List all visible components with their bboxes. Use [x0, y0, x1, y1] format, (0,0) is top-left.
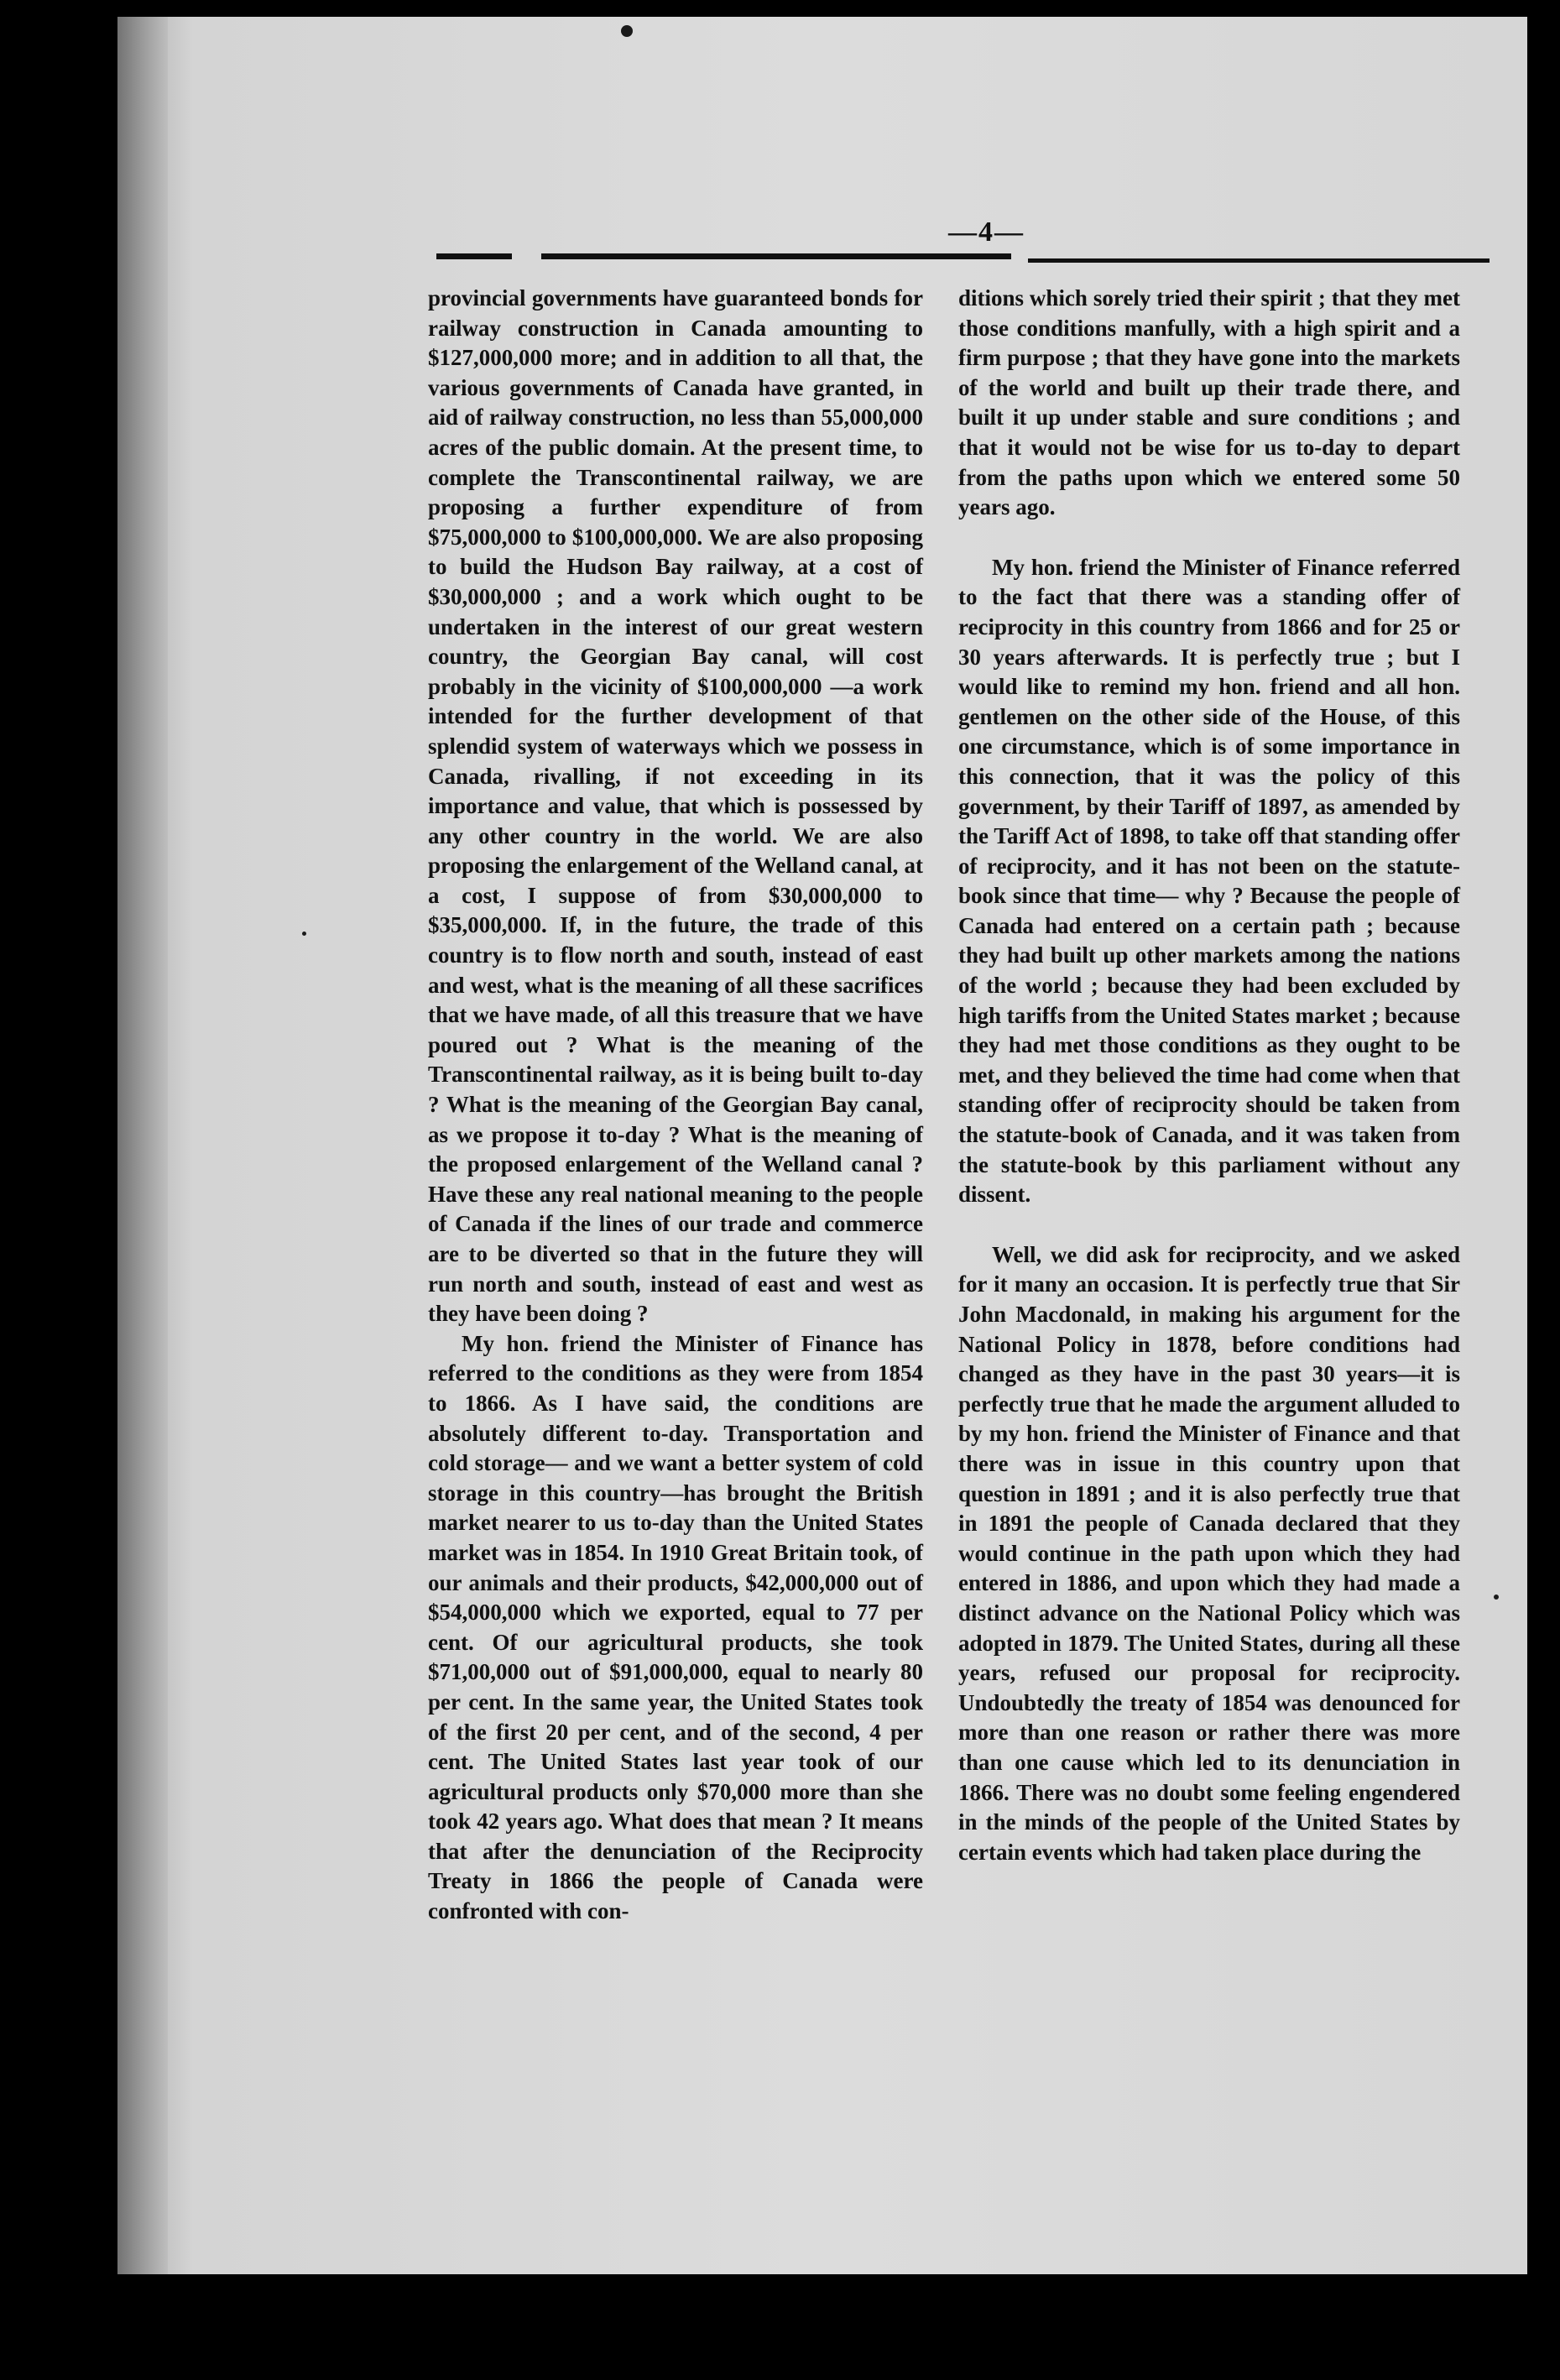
page-number: —4— [948, 217, 1025, 248]
scanned-page [117, 17, 1527, 2274]
paragraph: My hon. friend the Minister of Finance referred to the fact that there was a standing offer of reciprocity in this country from 1866 and for 25 or 30 years afterwards. It is perfectly true ; but I would like to remind my hon. friend and all hon. gentlemen on the other side of the House, of this one circumstance, which is of some importance in this connection, that it was the policy of this government, by their Tariff of 1897, as amended by the Tariff Act of 1898, to take off that standing offer of reciprocity, and it has not been on the statute-book since that time— why ? Because the people of Canada had entered on a certain path ; because they had built up other markets among the nations of the world ; because they had been excluded by high tariffs from the United States market ; because they had met those conditions as they ought to be met, and they believed the time had come when that standing offer of reciprocity should be taken from the statute-book of Canada, and it was taken from the statute-book by this parliament without any dissent. [958, 554, 1460, 1208]
scan-speck [1494, 1594, 1499, 1600]
header-rule-left [541, 253, 1011, 259]
left-column [428, 284, 923, 1927]
paragraph: ditions which sorely tried their spirit ; that they met those conditions manfully, with a high spirit and a firm purpose ; that they have gone into the markets of the world and built up their trade there, and built it up under stable and sure conditions ; and that it would not be wise for us to-day to depart from the paths upon which we entered some 50 years ago. [958, 285, 1460, 520]
scan-speck [302, 932, 306, 936]
right-column [958, 284, 1460, 1867]
header-rule-short [436, 253, 512, 259]
paragraph: Well, we did ask for reciprocity, and we asked for it many an occasion. It is perfectly true that Sir John Macdonald, in making his argument for the National Policy in 1878, before conditions had changed as they have in the past 30 years—it is perfectly true that he made the argument alluded to by my hon. friend the Minister of Finance and that there was in issue in this country upon that question in 1891 ; and it is also perfectly true that in 1891 the people of Canada declared that they would continue in the path upon which they had entered in 1886, and upon which they had made a distinct advance on the National Policy which was adopted in 1879. The United States, during all these years, refused our proposal for reciprocity. Undoubtedly the treaty of 1854 was denounced for more than one reason or rather there was more than one cause which led to its denunciation in 1866. There was no doubt some feeling engendered in the minds of the people of the United States by certain events which had taken place during the [958, 1241, 1460, 1865]
paragraph: provincial governments have guaranteed bonds for railway construction in Canada amounting to $127,000,000 more; and in addition to all that, the various governments of Canada have granted, in aid of railway construction, no less than 55,000,000 acres of the public domain. At the present time, to complete the Transcontinental railway, we are proposing a further expenditure of from $75,000,000 to $100,000,000. We are also proposing to build the Hudson Bay railway, at a cost of $30,000,000 ; and a work which ought to be undertaken in the interest of our great western country, the Georgian Bay canal, will cost probably in the vicinity of $100,000,000 —a work intended for the further development of that splendid system of waterways which we possess in Canada, rivalling, if not exceeding in its importance and value, that which is possessed by any other country in the world. We are also proposing the enlargement of the Welland canal, at a cost, I suppose of from $30,000,000 to $35,000,000. If, in the future, the trade of this country is to flow north and south, instead of east and west, what is the meaning of all these sacrifices that we have made, of all this treasure that we have poured out ? What is the meaning of the Transcontinental railway, as it is being built to-day ? What is the meaning of the Georgian Bay canal, as we propose it to-day ? What is the meaning of the proposed enlargement of the Welland canal ? Have these any real national meaning to the people of Canada if the lines of our trade and commerce are to be diverted so that in the future they will run north and south, instead of east and west as they have been doing ? [428, 285, 923, 1327]
scan-speck [621, 25, 633, 37]
header-rule-right [1028, 258, 1490, 263]
page-edge-shadow [117, 17, 168, 2274]
paragraph: My hon. friend the Minister of Finance has referred to the conditions as they were from 1854 to 1866. As I have said, the conditions are absolutely different to-day. Transportation and cold storage— and we want a better system of cold storage in this country—has brought the British market nearer to us to-day than the United States market was in 1854. In 1910 Great Britain took, of our animals and their products, $42,000,000 out of $54,000,000 which we exported, equal to 77 per cent. Of our agricultural products, she took $71,00,000 out of $91,000,000, equal to nearly 80 per cent. In the same year, the United States took of the first 20 per cent, and of the second, 4 per cent. The United States last year took of our agricultural products only $70,000 more than she took 42 years ago. What does that mean ? It means that after the denunciation of the Reciprocity Treaty in 1866 the people of Canada were confronted with con- [428, 1330, 923, 1924]
